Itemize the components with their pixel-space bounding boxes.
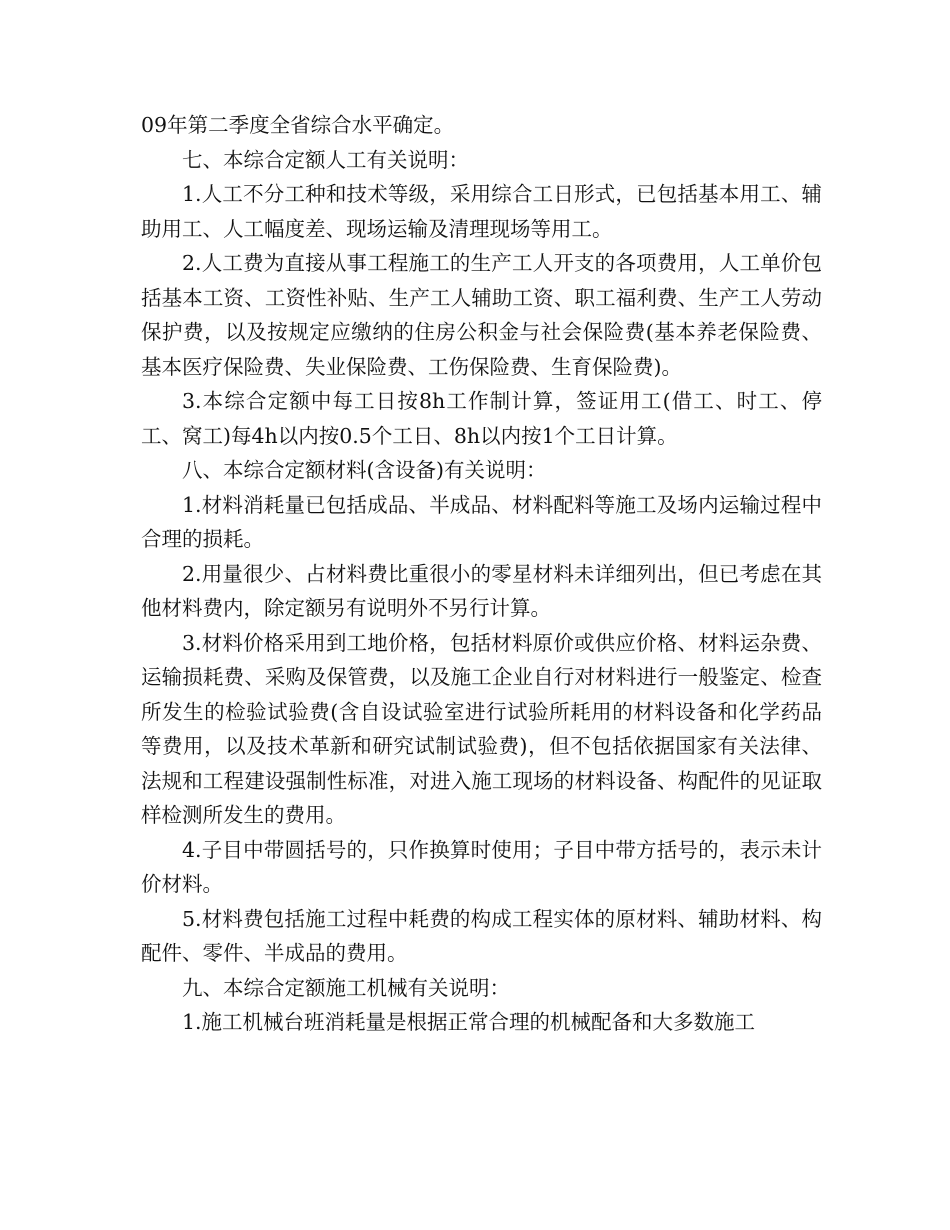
paragraph-materials-1: 1.材料消耗量已包括成品、半成品、材料配料等施工及场内运输过程中合理的损耗。 xyxy=(141,492,822,551)
section-heading-materials: 八、本综合定额材料(含设备)有关说明： xyxy=(182,458,547,482)
paragraph-machinery-1: 1.施工机械台班消耗量是根据正常合理的机械配备和大多数施工 xyxy=(182,1010,756,1034)
paragraph-labor-3: 3.本综合定额中每工日按8h工作制计算，签证用工(借工、时工、停工、窝工)每4h以内按0.5个工日、8h以内按1个工日计算。 xyxy=(141,389,822,448)
section-heading-machinery: 九、本综合定额施工机械有关说明： xyxy=(182,975,510,1000)
section-heading-labor: 七、本综合定额人工有关说明： xyxy=(182,147,469,172)
paragraph-materials-2: 2.用量很少、占材料费比重很小的零星材料未详细列出，但已考虑在其他材料费内，除定额另有说明外不另行计算。 xyxy=(141,561,822,620)
paragraph-continuation: 09年第二季度全省综合水平确定。 xyxy=(141,113,455,137)
paragraph-labor-2: 2.人工费为直接从事工程施工的生产工人开支的各项费用，人工单价包括基本工资、工资性补贴、生产工人辅助工资、职工福利费、生产工人劳动保护费，以及按规定应缴纳的住房公积金与社会保险费(基本养老保险费、基本医疗保险费、失业保险费、工伤保险费、生育保险费)。 xyxy=(141,251,822,379)
paragraph-materials-4: 4.子目中带圆括号的，只作换算时使用；子目中带方括号的，表示未计价材料。 xyxy=(141,837,822,896)
paragraph-materials-5: 5.材料费包括施工过程中耗费的构成工程实体的原材料、辅助材料、构配件、零件、半成品的费用。 xyxy=(141,906,822,965)
paragraph-materials-3: 3.材料价格采用到工地价格，包括材料原价或供应价格、材料运杂费、运输损耗费、采购及保管费，以及施工企业自行对材料进行一般鉴定、检查所发生的检验试验费(含自设试验室进行试验所耗用的材料设备和化学药品等费用，以及技术革新和研究试制试验费)，但不包括依据国家有关法律、法规和工程建设强制性标准，对进入施工现场的材料设备、构配件的见证取样检测所发生的费用。 xyxy=(141,630,822,827)
paragraph-labor-1: 1.人工不分工种和技术等级，采用综合工日形式，已包括基本用工、辅助用工、人工幅度差、现场运输及清理现场等用工。 xyxy=(141,182,822,241)
